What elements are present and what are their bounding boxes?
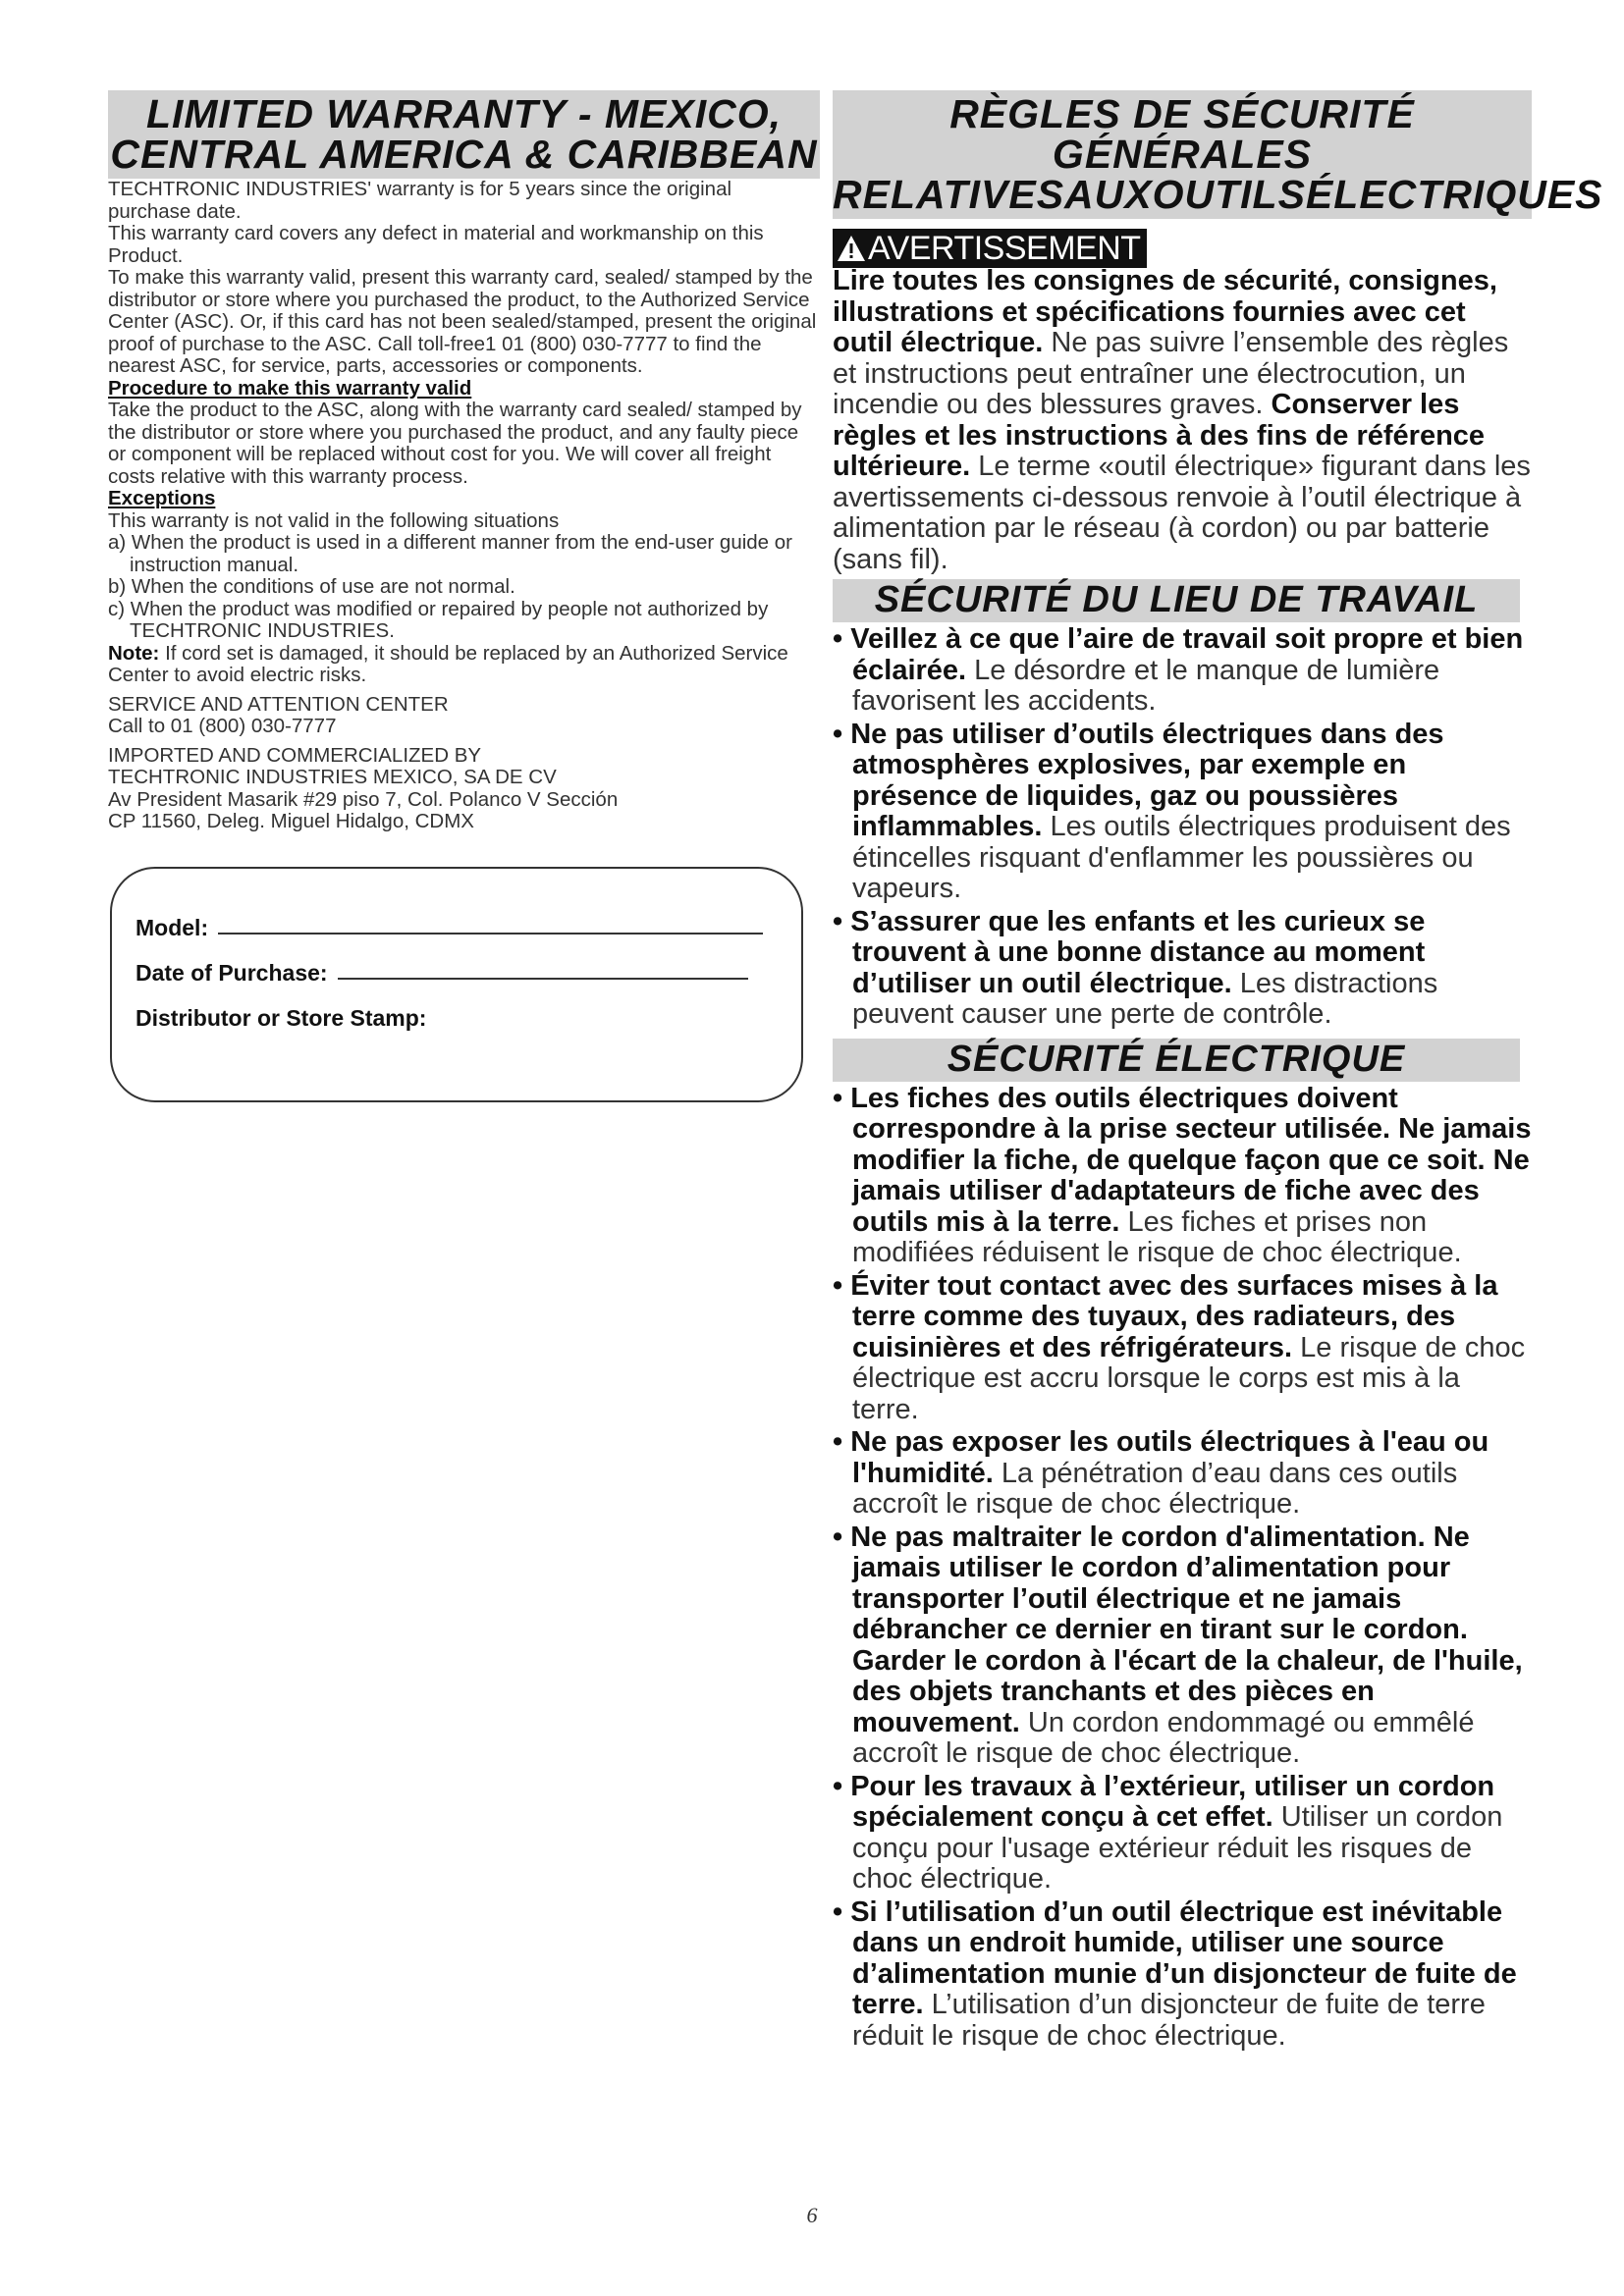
distributor-row [135, 987, 784, 1032]
warranty-column [108, 90, 820, 1102]
import-line1: IMPORTED AND COMMERCIALIZED BY [108, 743, 482, 767]
warning-badge [833, 229, 1147, 268]
electrical-safety-banner: SÉCURITÉ ÉLECTRIQUE [833, 1039, 1520, 1082]
work-area-item-3-text: Les distractions peuvent causer une perte de contrôle. [852, 967, 1438, 1030]
exceptions-heading: Exceptions [108, 487, 216, 509]
warranty-title-line1: LIMITED WARRANTY - MEXICO, [145, 91, 783, 136]
warranty-coverage-text: This warranty card covers any defect in material and workmanship on this Product. [108, 222, 764, 267]
model-label: Model: [135, 914, 209, 940]
exception-a: a) When the product is used in a different manner from the end-user guide or instruction manual. [108, 531, 793, 576]
electrical-item-3-text: La pénétration d’eau dans ces outils accroît le risque de choc électrique. [852, 1457, 1458, 1520]
work-area-item-2-text: Les outils électriques produisent des étincelles risquant d'enflammer les poussières ou vapeurs. [852, 811, 1511, 904]
work-area-safety-banner: SÉCURITÉ DU LIEU DE TRAVAIL [833, 579, 1520, 622]
work-area-list [833, 624, 1532, 1031]
warning-header [833, 219, 1532, 268]
electrical-item-1-bold: • Les fiches des outils électriques doivent correspondre à la prise secteur utilisée. Ne jamais modifier la fiche, de quelque façon que ce soit. Ne jamais utiliser d'adaptateurs de fiche avec des outils mis à la terre. [833, 1082, 1532, 1238]
safety-title-line2: RELATIVESAUXOUTILSÉLECTRIQUES [833, 172, 1603, 217]
electrical-item-2 [833, 1271, 1532, 1426]
procedure-text: Take the product to the ASC, along with the warranty card sealed/ stamped by the distributor or store where you purchased the product, and any faulty piece or component will be replaced without cost for you. We will cover all freight costs relative with this warranty process. [108, 399, 802, 488]
work-area-item-1-bold: • Veillez à ce que l’aire de travail soit propre et bien éclairée. [833, 623, 1524, 686]
import-line2: TECHTRONIC INDUSTRIES MEXICO, SA DE CV [108, 766, 557, 788]
import-line4: CP 11560, Deleg. Miguel Hidalgo, CDMX [108, 810, 474, 832]
page-number: 6 [806, 2203, 818, 2227]
warning-bold: Lire toutes les consignes de sécurité, consignes, illustrations et spécifications fournies avec cet outil électrique. [833, 265, 1497, 358]
warning-heading-placeholder [1155, 219, 1532, 222]
date-row [135, 941, 784, 987]
warning-badge-label: AVERTISSEMENT [868, 230, 1141, 267]
electrical-item-6-bold: • Si l’utilisation d’un outil électrique est inévitable dans un endroit humide, utiliser une source d’alimentation munie d’un disjoncteur de fuite de terre. [833, 1896, 1517, 2020]
work-area-item-1 [833, 624, 1532, 718]
import-line3: Av President Masarik #29 piso 7, Col. Polanco V Sección [108, 787, 619, 811]
electrical-list [833, 1084, 1532, 2053]
note-label: Note: [108, 641, 160, 665]
warranty-validation-text: To make this warranty valid, present this warranty card, sealed/ stamped by the distributor or store where you purchased the product, to the Authorized Service Center (ASC). Or, if this card has not been sealed/stamped, present the original proof of purchase to the ASC. Call toll-free1 01 (800) 030-7777 to find the nearest ASC, for service, parts, accessories or components. [108, 266, 817, 377]
warranty-duration-text: TECHTRONIC INDUSTRIES' warranty is for 5 years since the original purchase date. [108, 178, 732, 223]
electrical-item-4-bold: • Ne pas maltraiter le cordon d'alimentation. Ne jamais utiliser le cordon d’alimentation pour transporter l’outil électrique et ne jamais débrancher ce dernier en tirant sur le cordon. Garder le cordon à l'écart de la chaleur, de l'huile, des objets tranchants et des pièces en mouvement. [833, 1521, 1523, 1738]
warranty-body [108, 179, 820, 833]
electrical-item-3-bold: • Ne pas exposer les outils électriques à l'eau ou l'humidité. [833, 1426, 1489, 1489]
electrical-item-1 [833, 1084, 1532, 1269]
warning-paragraph [833, 266, 1532, 575]
model-row [135, 896, 784, 941]
electrical-item-5 [833, 1772, 1532, 1896]
electrical-item-6-text: L’utilisation d’un disjoncteur de fuite de terre réduit le risque de choc électrique. [852, 1989, 1486, 2052]
electrical-item-5-bold: • Pour les travaux à l’extérieur, utiliser un cordon spécialement conçu à cet effet. [833, 1770, 1495, 1833]
date-field[interactable] [338, 978, 748, 980]
warranty-title-banner [108, 90, 820, 179]
safety-title-banner [833, 90, 1603, 219]
warning-text2: Le terme «outil électrique» figurant dans les avertissements ci-dessous renvoie à l’outil électrique à alimentation par le réseau (à cordon) ou par batterie (sans fil). [833, 451, 1531, 575]
service-line1: SERVICE AND ATTENTION CENTER [108, 692, 449, 716]
work-area-item-1-text: Le désordre et le manque de lumière favorisent les accidents. [852, 654, 1440, 717]
electrical-item-2-text: Le risque de choc électrique est accru lorsque le corps est mis à la terre. [852, 1331, 1526, 1425]
warning-triangle-icon [837, 235, 866, 262]
work-area-item-2 [833, 720, 1532, 905]
electrical-item-4 [833, 1522, 1532, 1770]
electrical-item-2-bold: • Éviter tout contact avec des surfaces mises à la terre comme des tuyaux, des radiateurs, des cuisinières et des réfrigérateurs. [833, 1269, 1498, 1363]
electrical-item-3 [833, 1427, 1532, 1521]
procedure-heading: Procedure to make this warranty valid [108, 376, 472, 400]
electrical-item-6 [833, 1897, 1532, 2053]
safety-column [833, 90, 1603, 2052]
note-text: If cord set is damaged, it should be replaced by an Authorized Service Center to avoid electric risks. [108, 641, 788, 686]
warning-bold2: Conserver les règles et les instructions à des fins de référence ultérieure. [833, 389, 1486, 482]
model-field[interactable] [218, 933, 763, 934]
warranty-title-line2: CENTRAL AMERICA & CARIBBEAN [110, 132, 818, 177]
work-area-item-3-bold: • S’assurer que les enfants et les curieux se trouvent à une bonne distance au moment d’utiliser un outil électrique. [833, 905, 1426, 999]
date-label: Date of Purchase: [135, 959, 328, 986]
exceptions-intro: This warranty is not valid in the following situations [108, 508, 560, 532]
electrical-item-1-text: Les fiches et prises non modifiées réduisent le risque de choc électrique. [852, 1205, 1462, 1268]
service-line2: Call to 01 (800) 030-7777 [108, 715, 337, 737]
work-area-item-3 [833, 907, 1532, 1031]
electrical-item-4-text: Un cordon endommagé ou emmêlé accroît le risque de choc électrique. [852, 1706, 1475, 1769]
note-paragraph [108, 643, 820, 687]
warning-block [833, 219, 1532, 575]
electrical-item-5-text: Utiliser un cordon conçu pour l'usage extérieur réduit les risques de choc électrique. [852, 1801, 1503, 1895]
safety-title-line1: RÈGLES DE SÉCURITÉ GÉNÉRALES [949, 91, 1415, 177]
warranty-stamp-box [110, 867, 803, 1102]
work-area-item-2-bold: • Ne pas utiliser d’outils électriques dans des atmosphères explosives, par exemple en présence de liquides, gaz ou poussières inflammables. [833, 718, 1444, 842]
exception-b: b) When the conditions of use are not normal. [108, 575, 515, 598]
warning-text1: Ne pas suivre l’ensemble des règles et instructions peut entraîner une électrocution, un incendie ou des blessures graves. [833, 327, 1509, 420]
exception-c: c) When the product was modified or repaired by people not authorized by TECHTRONIC INDUSTRIES. [108, 597, 769, 642]
distributor-label: Distributor or Store Stamp: [135, 1004, 427, 1031]
